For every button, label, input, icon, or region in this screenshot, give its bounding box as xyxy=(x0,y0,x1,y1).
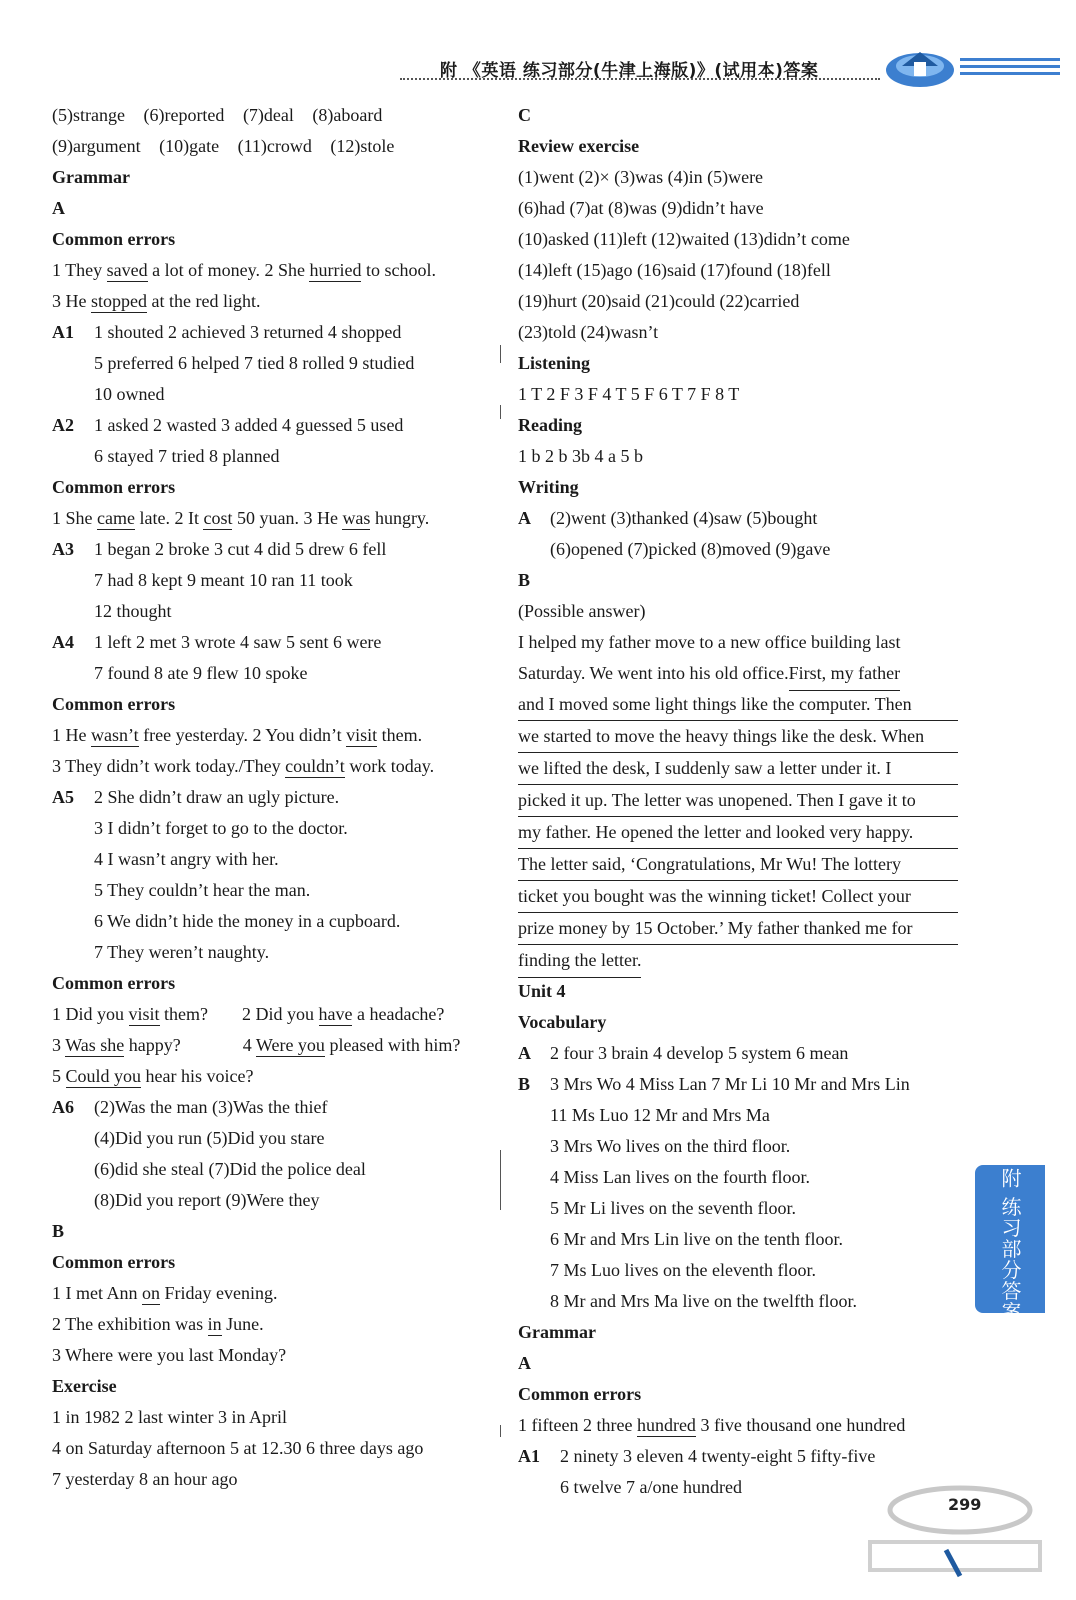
exercise-a5-line: 6 We didn’t hide the money in a cupboard. xyxy=(94,911,401,931)
vocab-line-1: (5)strange (6)reported (7)deal (8)aboard xyxy=(52,105,383,125)
essay-line: and I moved some light things like the computer. Then xyxy=(518,689,958,721)
exercise-a3-line: A3 1 began 2 broke 3 cut 4 did 5 drew 6 fell xyxy=(52,539,387,559)
exercise-line: 4 on Saturday afternoon 5 at 12.30 6 three days ago xyxy=(52,1438,424,1458)
exercise-a3-line: 12 thought xyxy=(94,601,172,621)
writing-a-line: (6)opened (7)picked (8)moved (9)gave xyxy=(550,539,831,559)
column-divider xyxy=(500,405,501,419)
essay-line: picked it up. The letter was unopened. Then I gave it to xyxy=(518,785,958,817)
vocabulary-heading: Vocabulary xyxy=(518,1012,607,1032)
review-exercise-heading: Review exercise xyxy=(518,136,640,156)
exercise-a5-line: 4 I wasn’t angry with her. xyxy=(94,849,279,869)
common-errors-line: 3 Where were you last Monday? xyxy=(52,1345,287,1365)
exercise-a6-line: A6 (2)Was the man (3)Was the thief xyxy=(52,1097,328,1117)
essay-line: we lifted the desk, I suddenly saw a letter under it. I xyxy=(518,753,958,785)
vocab-b-line: 4 Miss Lan lives on the fourth floor. xyxy=(550,1167,810,1187)
vocab-b-line: 8 Mr and Mrs Ma live on the twelfth floor. xyxy=(550,1291,857,1311)
exercise-a5-line: 7 They weren’t naughty. xyxy=(94,942,270,962)
grammar-heading: Grammar xyxy=(52,167,130,187)
essay-paragraph xyxy=(518,627,958,976)
common-errors-line: 1 I met Ann on Friday evening. xyxy=(52,1283,278,1303)
vocab-b-line: 11 Ms Luo 12 Mr and Mrs Ma xyxy=(550,1105,770,1125)
vocab-a-line: A 2 four 3 brain 4 develop 5 system 6 mean xyxy=(518,1043,849,1063)
essay-line: prize money by 15 October.’ My father thanked me for xyxy=(518,913,958,945)
common-errors-line: 1 They saved a lot of money. 2 She hurried to school. xyxy=(52,260,436,280)
common-errors-line: 3 He stopped at the red light. xyxy=(52,291,261,311)
section-a-heading: A xyxy=(518,1353,531,1373)
common-errors-line: 1 She came late. 2 It cost 50 yuan. 3 He was hungry. xyxy=(52,508,430,528)
common-errors-heading: Common errors xyxy=(518,1384,642,1404)
column-divider xyxy=(500,1150,501,1210)
common-errors-heading: Common errors xyxy=(52,1252,176,1272)
exercise-a2-line: A2 1 asked 2 wasted 3 added 4 guessed 5 used xyxy=(52,415,404,435)
grammar-heading: Grammar xyxy=(518,1322,596,1342)
vocab-b-line: 6 Mr and Mrs Lin live on the tenth floor. xyxy=(550,1229,843,1249)
review-line: (1)went (2)× (3)was (4)in (5)were xyxy=(518,167,764,187)
section-b-heading: B xyxy=(52,1221,65,1241)
page-header-title: 附 《英语 练习部分(牛津上海版)》(试用本)答案 xyxy=(440,61,819,81)
column-divider xyxy=(500,1425,501,1437)
exercise-a1-line: 5 preferred 6 helped 7 tied 8 rolled 9 studied xyxy=(94,353,415,373)
possible-answer-label: (Possible answer) xyxy=(518,601,646,621)
writing-b-heading: B xyxy=(518,570,531,590)
listening-answers: 1 T 2 F 3 F 4 T 5 F 6 T 7 F 8 T xyxy=(518,384,740,404)
exercise-a5-line: 5 They couldn’t hear the man. xyxy=(94,880,311,900)
exercise-a5-line: A5 2 She didn’t draw an ugly picture. xyxy=(52,787,340,807)
vocab-line-2: (9)argument (10)gate (11)crowd (12)stole xyxy=(52,136,395,156)
section-a-heading: A xyxy=(52,198,65,218)
exercise-a1-line: 10 owned xyxy=(94,384,165,404)
essay-line: my father. He opened the letter and looked very happy. xyxy=(518,817,958,849)
exercise-a6-line: (4)Did you run (5)Did you stare xyxy=(94,1128,325,1148)
exercise-heading: Exercise xyxy=(52,1376,117,1396)
exercise-line: 1 in 1982 2 last winter 3 in April xyxy=(52,1407,287,1427)
vocab-b-line: 5 Mr Li lives on the seventh floor. xyxy=(550,1198,796,1218)
listening-heading: Listening xyxy=(518,353,591,373)
column-divider xyxy=(500,345,501,363)
exercise-line: 7 yesterday 8 an hour ago xyxy=(52,1469,238,1489)
common-errors-heading: Common errors xyxy=(52,694,176,714)
unit-4-heading: Unit 4 xyxy=(518,981,566,1001)
common-errors-line: 3 Was she happy? 4 Were you pleased with him? xyxy=(52,1035,461,1055)
review-line: (19)hurt (20)said (21)could (22)carried xyxy=(518,291,800,311)
review-line: (23)told (24)wasn’t xyxy=(518,322,659,342)
common-errors-line: 5 Could you hear his voice? xyxy=(52,1066,254,1086)
writing-heading: Writing xyxy=(518,477,579,497)
exercise-a1-line: A1 2 ninety 3 eleven 4 twenty-eight 5 fifty-five xyxy=(518,1446,876,1466)
exercise-a4-line: 7 found 8 ate 9 flew 10 spoke xyxy=(94,663,308,683)
essay-line: I helped my father move to a new office building last xyxy=(518,632,901,652)
side-tab-label: 附 练习部分答案 xyxy=(998,1168,1022,1323)
common-errors-line: 2 The exhibition was in June. xyxy=(52,1314,264,1334)
common-errors-line: 1 fifteen 2 three hundred 3 five thousand one hundred xyxy=(518,1415,906,1435)
common-errors-heading: Common errors xyxy=(52,229,176,249)
common-errors-heading: Common errors xyxy=(52,973,176,993)
essay-line: we started to move the heavy things like the desk. When xyxy=(518,721,958,753)
common-errors-heading: Common errors xyxy=(52,477,176,497)
review-line: (10)asked (11)left (12)waited (13)didn’t come xyxy=(518,229,850,249)
right-column xyxy=(518,100,958,1503)
exercise-a5-line: 3 I didn’t forget to go to the doctor. xyxy=(94,818,348,838)
review-line: (14)left (15)ago (16)said (17)found (18)fell xyxy=(518,260,831,280)
page-number: 299 xyxy=(948,1495,982,1514)
exercise-a4-line: A4 1 left 2 met 3 wrote 4 saw 5 sent 6 were xyxy=(52,632,382,652)
essay-line: ticket you bought was the winning ticket! Collect your xyxy=(518,881,958,913)
exercise-a1-line: A1 1 shouted 2 achieved 3 returned 4 shopped xyxy=(52,322,402,342)
exercise-a3-line: 7 had 8 kept 9 meant 10 ran 11 took xyxy=(94,570,353,590)
vocab-b-line: 3 Mrs Wo lives on the third floor. xyxy=(550,1136,791,1156)
header-divider xyxy=(400,78,880,80)
common-errors-line: 1 He wasn’t free yesterday. 2 You didn’t visit them. xyxy=(52,725,423,745)
left-column xyxy=(52,100,502,1495)
exercise-a6-line: (6)did she steal (7)Did the police deal xyxy=(94,1159,366,1179)
exercise-a1-line: 6 twelve 7 a/one hundred xyxy=(560,1477,742,1497)
review-line: (6)had (7)at (8)was (9)didn’t have xyxy=(518,198,764,218)
reading-heading: Reading xyxy=(518,415,583,435)
essay-line: Saturday. We went into his old office.First, my father xyxy=(518,658,958,689)
essay-line: The letter said, ‘Congratulations, Mr Wu! The lottery xyxy=(518,849,958,881)
header-emblem-icon xyxy=(880,44,960,90)
reading-answers: 1 b 2 b 3b 4 a 5 b xyxy=(518,446,643,466)
vocab-b-line: 7 Ms Luo lives on the eleventh floor. xyxy=(550,1260,816,1280)
header-stripes xyxy=(960,58,1060,79)
essay-line: finding the letter. xyxy=(518,945,958,976)
common-errors-line: 3 They didn’t work today./They couldn’t work today. xyxy=(52,756,435,776)
exercise-a2-line: 6 stayed 7 tried 8 planned xyxy=(94,446,280,466)
section-c-heading: C xyxy=(518,105,531,125)
common-errors-line: 1 Did you visit them? 2 Did you have a headache? xyxy=(52,1004,445,1024)
writing-a-line: A (2)went (3)thanked (4)saw (5)bought xyxy=(518,508,818,528)
exercise-a6-line: (8)Did you report (9)Were they xyxy=(94,1190,320,1210)
vocab-b-line: B 3 Mrs Wo 4 Miss Lan 7 Mr Li 10 Mr and Mrs Lin xyxy=(518,1074,910,1094)
